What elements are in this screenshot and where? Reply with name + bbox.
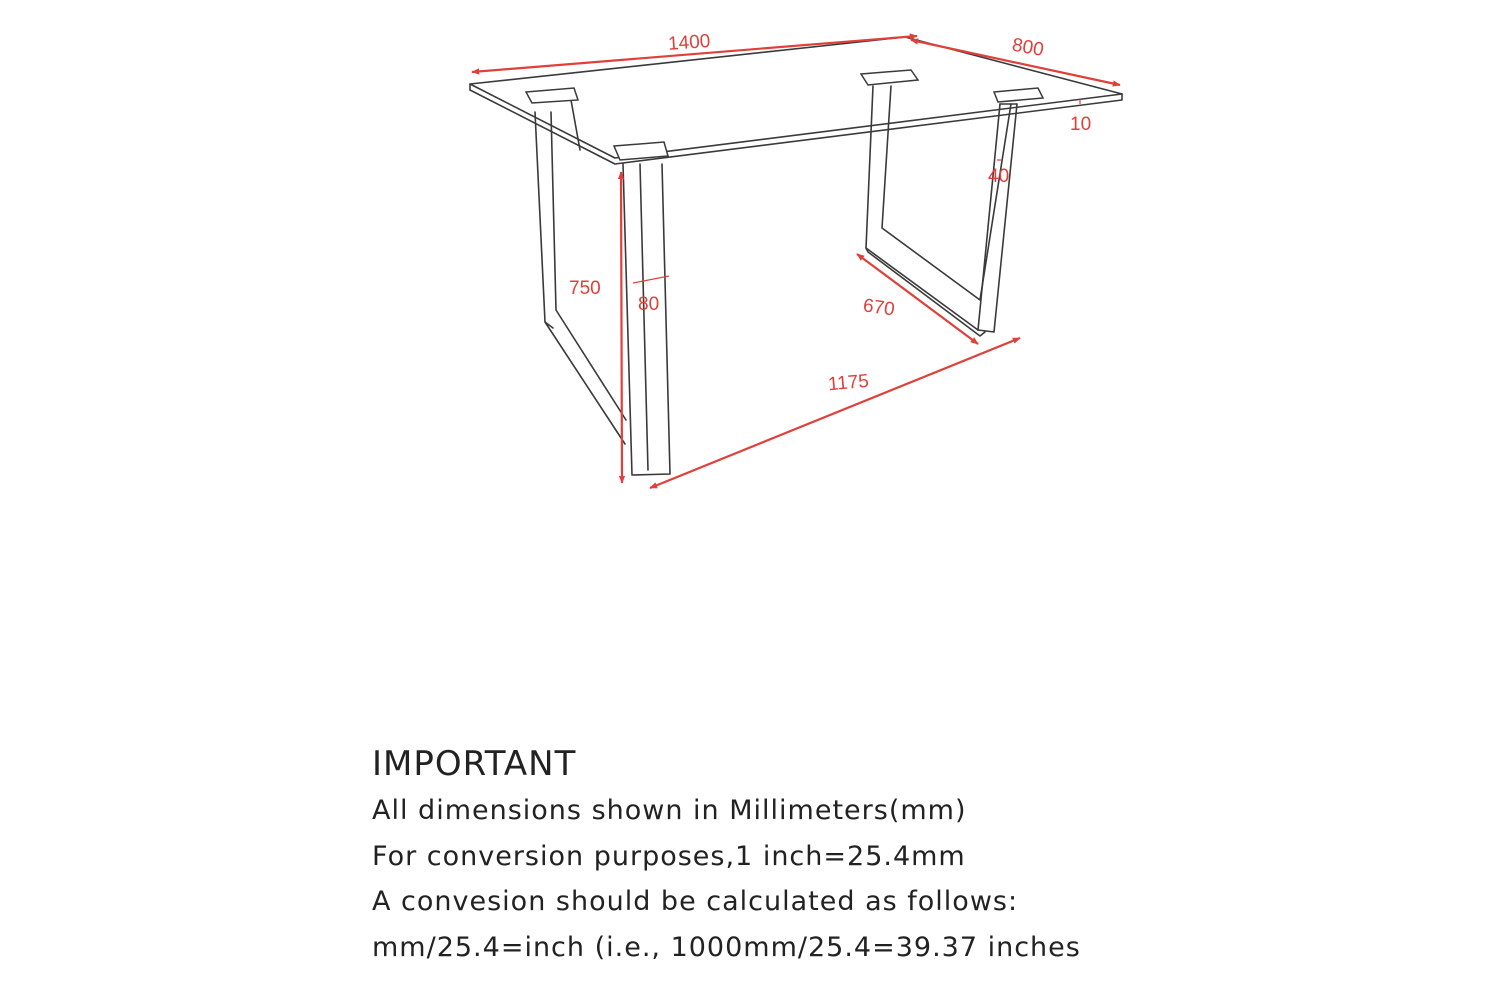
dim-leg-span-label: 1175 [827,370,870,396]
important-notes [372,742,1081,970]
notes-line-units: All dimensions shown in Millimeters(mm) [372,795,967,826]
leg-back-right [861,70,1043,336]
dim-length-label: 1400 [667,30,712,55]
dim-depth-label: 800 [1010,34,1046,61]
dim-base-depth-label: 670 [861,295,896,321]
dim-top-thickness-label: 10 [1070,114,1092,135]
notes-line-conversion: For conversion purposes,1 inch=25.4mm [372,840,966,872]
notes-heading: IMPORTANT [372,744,577,784]
notes-line-formula: mm/25.4=inch (i.e., 1000mm/25.4=39.37 inches [372,931,1081,963]
notes-line-calculation: A convesion should be calculated as follows: [372,886,1019,917]
dimension-lines [472,36,1120,488]
dim-leg-depth-label: 80 [638,294,660,315]
dim-height-label: 750 [569,278,601,299]
dim-leg-width-label: 40 [988,166,1010,187]
